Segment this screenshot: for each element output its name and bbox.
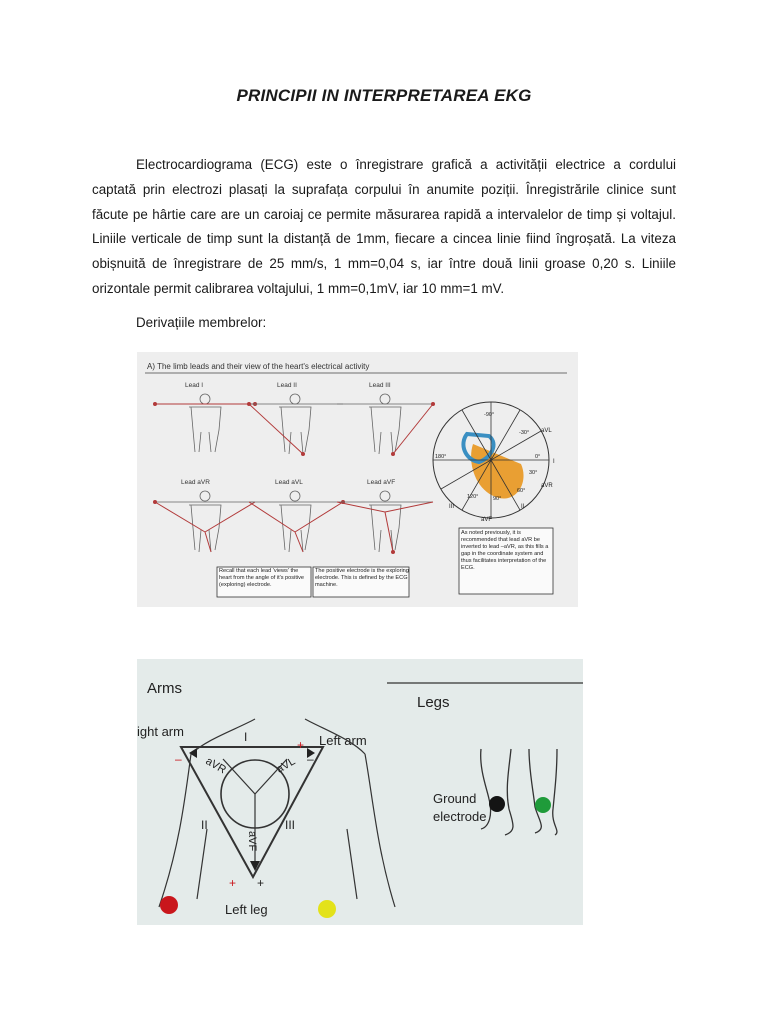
- plus-sign-left-leg-1: +: [229, 876, 237, 890]
- wheel-label-120: 120°: [467, 494, 479, 500]
- red-electrode-icon: [160, 896, 178, 914]
- right-arm-label: ight arm: [137, 724, 184, 739]
- page-title: PRINCIPII IN INTERPRETAREA EKG: [236, 86, 532, 105]
- wheel-label-0: 0°: [535, 454, 541, 460]
- left-arm-label: Left arm: [319, 733, 367, 748]
- wheel-label-minus30: -30°: [519, 430, 530, 436]
- note-3-text: As noted previously, it is recommended that lead aVR be inverted to lead –aVR, as this fills a gap in the coordinate system and thus facilitates interpretation of the ECG.: [461, 530, 549, 571]
- avl-label: aVL: [274, 755, 298, 776]
- lead-i-label: Lead I: [185, 382, 204, 389]
- body-lead-avr: [153, 479, 255, 552]
- green-electrode-icon: [535, 797, 551, 813]
- limb-leads-figure: [137, 352, 578, 607]
- note-1-text: Recall that each lead 'views' the heart from the angle of it's positive (exploring) electrode.: [219, 568, 305, 588]
- plus-sign-left-leg-2: +: [257, 876, 265, 890]
- minus-sign-right-arm: –: [175, 752, 182, 766]
- lead-ii-label: Lead II: [277, 382, 297, 389]
- legs-label: Legs: [417, 694, 450, 711]
- minus-sign-left-arm: –: [307, 752, 314, 766]
- hexaxial-wheel: [433, 402, 555, 523]
- einthoven-triangle-figure: [137, 659, 583, 925]
- avf-label: aVF: [246, 831, 258, 852]
- body-lead-i: [153, 382, 257, 452]
- yellow-electrode-icon: [318, 900, 336, 918]
- ground-label-line2: electrode: [433, 809, 487, 824]
- wheel-label-i: I: [553, 459, 555, 465]
- figure1-header: A) The limb leads and their view of the heart's electrical activity: [147, 362, 370, 371]
- ground-label-line1: Ground: [433, 791, 477, 806]
- wheel-label-180: 180°: [435, 454, 447, 460]
- lead-iii-label: Lead III: [369, 382, 391, 389]
- lead-avl-label: Lead aVL: [275, 479, 303, 486]
- wheel-label-ii: II: [521, 504, 525, 510]
- wheel-label-avf: aVF: [481, 517, 493, 523]
- lead-ii-label: II: [201, 818, 208, 832]
- avr-label: aVR: [203, 755, 229, 777]
- lead-avr-label: Lead aVR: [181, 479, 210, 486]
- lead-avf-label: Lead aVF: [367, 479, 396, 486]
- intro-paragraph: Electrocardiograma (ECG) este o înregistrare grafică a activității electrice a cordului captată prin electrozi plasați la suprafața corpului în anumite poziții. Înregistrările clinice sunt făcute pe hârtie care are un caroiaj ce permite măsurarea rapidă a intervalelor de timp și voltajul. Liniile verticale de timp sunt la distanță de 1mm, fiecare a cincea linie fiind îngroșată. La viteza obișnuită de înregistrare de 25 mm/s, 1 mm=0,04 s, iar între două linii groase 0,20 s. Liniile orizontale permit calibrarea voltajului, 1 mm=0,1mV, iar 10 mm=1 mV.: [92, 157, 676, 296]
- wheel-label-iii: III: [449, 504, 455, 510]
- lead-iii-label: III: [285, 818, 296, 832]
- plus-sign-left-arm: +: [297, 738, 305, 752]
- note-2-text: The positive electrode is the exploring electrode. This is defined by the ECG machine.: [315, 568, 409, 588]
- body-lead-avf: [337, 479, 433, 554]
- wheel-label-avl: aVL: [541, 428, 552, 434]
- body-lead-ii: [247, 382, 343, 456]
- left-leg-label: Left leg: [225, 902, 268, 917]
- body-lead-iii: [337, 382, 435, 456]
- wheel-label-90: 90°: [493, 496, 502, 502]
- wheel-label-30: 30°: [529, 470, 538, 476]
- lead-i-label: I: [244, 730, 248, 744]
- arms-label: Arms: [147, 680, 182, 697]
- body-lead-avl: [249, 479, 345, 552]
- wheel-label-60: 60°: [517, 488, 526, 494]
- limb-leads-heading: Derivațiile membrelor:: [136, 315, 267, 330]
- wheel-label-minus90: -90°: [484, 412, 495, 418]
- wheel-label-avr: aVR: [541, 483, 553, 489]
- black-ground-electrode-icon: [489, 796, 505, 812]
